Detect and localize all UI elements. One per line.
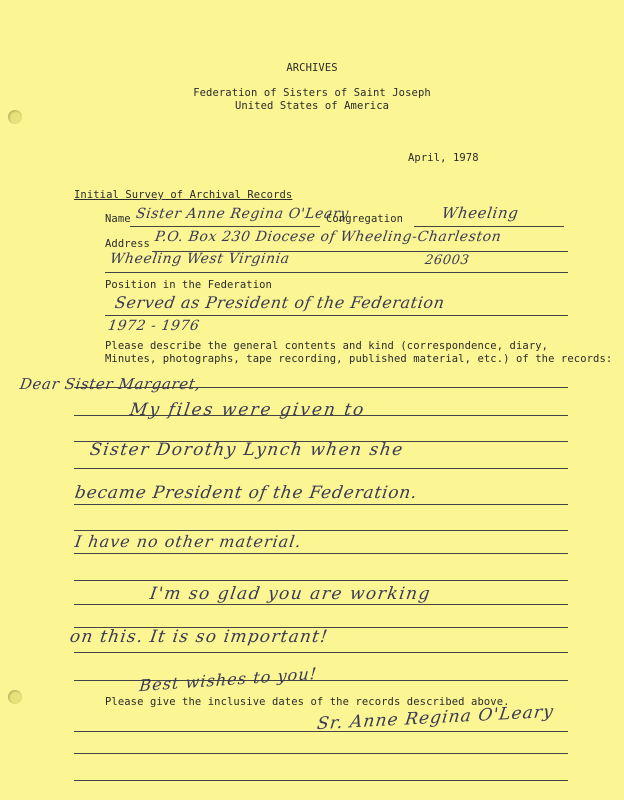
form-date: April, 1978 <box>408 152 479 164</box>
letter-line: became President of the Federation. <box>73 483 419 503</box>
dates-line <box>74 780 568 781</box>
address-line-2 <box>105 272 568 273</box>
address-line-2-value: Wheeling West Virginia <box>108 251 291 267</box>
letter-greeting: Dear Sister Margaret, <box>18 375 203 393</box>
name-line <box>130 226 320 227</box>
address-zip-value: 26003 <box>423 253 471 268</box>
dates-prompt: Please give the inclusive dates of the records described above. <box>105 696 510 708</box>
position-line-1 <box>105 315 568 316</box>
address-label: Address <box>105 238 150 250</box>
congregation-line <box>414 226 564 227</box>
letter-line: I have no other material. <box>73 532 303 551</box>
letter-line: My files were given to <box>128 400 367 420</box>
archives-heading: ARCHIVES <box>286 62 338 74</box>
dates-line <box>74 753 568 754</box>
contents-line <box>74 604 568 605</box>
signature: Sr. Anne Regina O'Leary <box>315 701 556 735</box>
contents-line <box>74 504 568 505</box>
contents-line <box>74 530 568 531</box>
organization-country: United States of America <box>234 100 390 112</box>
position-value-2: 1972 - 1976 <box>106 318 201 334</box>
punch-hole <box>8 690 22 704</box>
survey-title: Initial Survey of Archival Records <box>74 189 293 201</box>
address-line-1-value: P.O. Box 230 Diocese of Wheeling-Charleston <box>153 229 503 245</box>
name-value: Sister Anne Regina O'Leary <box>134 206 350 222</box>
letter-line: I'm so glad you are working <box>148 584 433 604</box>
letter-line: Sister Dorothy Lynch when she <box>88 440 406 460</box>
position-value-1: Served as President of the Federation <box>113 293 447 312</box>
contents-line <box>74 468 568 469</box>
contents-line <box>74 553 568 554</box>
congregation-label: Congregation <box>326 213 404 225</box>
name-label: Name <box>105 213 131 225</box>
letter-line: on this. It is so important! <box>68 627 330 647</box>
contents-line <box>74 580 568 581</box>
contents-prompt-line-1: Please describe the general contents and kind (correspondence, diary, <box>105 340 549 352</box>
letter-closing: Best wishes to you! <box>138 663 318 696</box>
position-label: Position in the Federation <box>105 279 272 291</box>
organization-name: Federation of Sisters of Saint Joseph <box>193 87 431 99</box>
contents-line <box>74 652 568 653</box>
congregation-value: Wheeling <box>440 204 520 222</box>
contents-prompt-line-2: Minutes, photographs, tape recording, published material, etc.) of the records: <box>105 353 613 365</box>
